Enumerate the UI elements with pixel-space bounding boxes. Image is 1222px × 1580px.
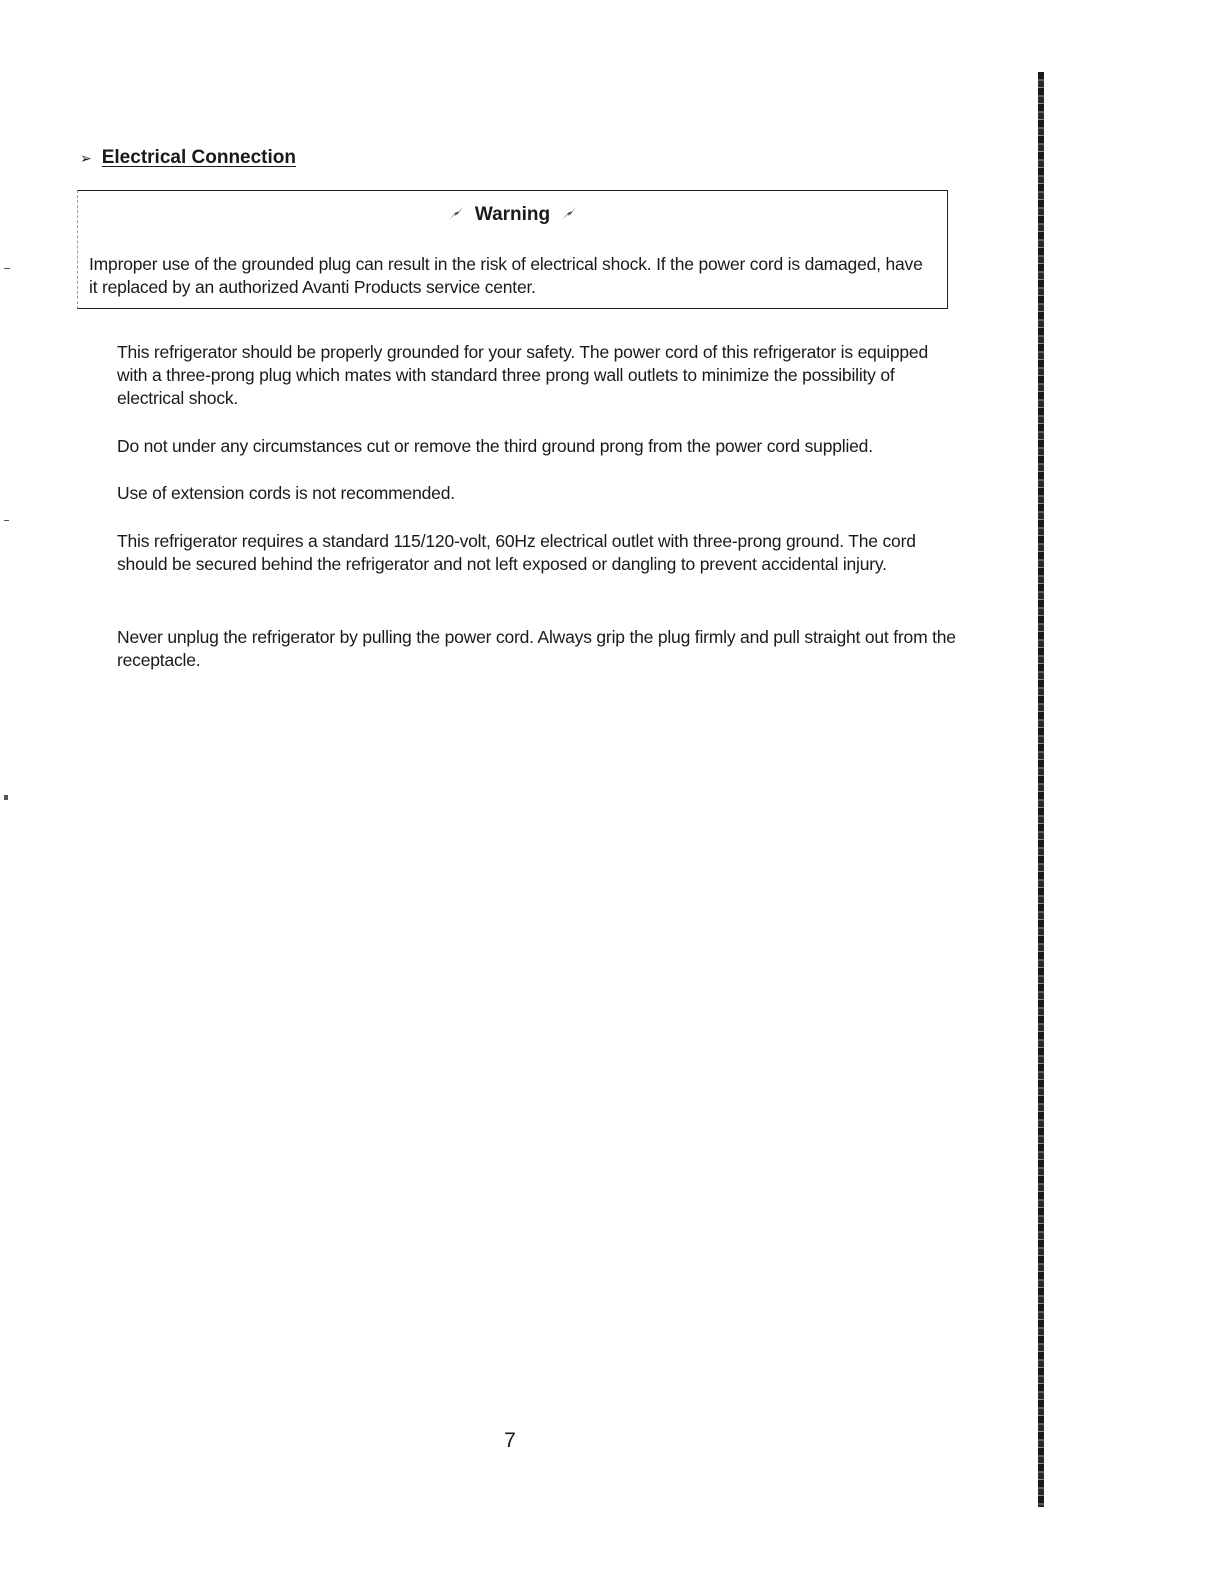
paragraph-unplugging: Never unplug the refrigerator by pulling the power cord. Always grip the plug firmly and pull straight out from the receptacle. bbox=[117, 627, 956, 670]
warning-text: Improper use of the grounded plug can result in the risk of electrical shock. If the power cord is damaged, have it replaced by an authorized Avanti Products service center. bbox=[89, 254, 923, 297]
paragraph-outlet-requirements: This refrigerator requires a standard 115/120-volt, 60Hz electrical outlet with three-prong ground. The cord should be secured behind the refrigerator and not left exposed or dangling to prevent accidental injury. bbox=[117, 531, 916, 574]
arrow-bullet-icon: ➢ bbox=[80, 150, 92, 166]
warning-title: Warning bbox=[474, 204, 551, 225]
scan-speck bbox=[4, 520, 9, 521]
warning-box bbox=[77, 190, 948, 309]
lightning-bolt-icon bbox=[446, 204, 466, 222]
paragraph-grounding: This refrigerator should be properly grounded for your safety. The power cord of this refrigerator is equipped with a three-prong plug which mates with standard three prong wall outlets to minimize the possibility of electrical shock. bbox=[117, 342, 928, 408]
paragraph-extension-cords: Use of extension cords is not recommended. bbox=[117, 483, 455, 503]
paragraph-ground-prong: Do not under any circumstances cut or remove the third ground prong from the power cord supplied. bbox=[117, 436, 873, 456]
section-title: Electrical Connection bbox=[101, 147, 297, 168]
lightning-bolt-icon bbox=[559, 204, 579, 222]
section-heading bbox=[80, 147, 296, 169]
scan-speck bbox=[4, 268, 10, 269]
scan-edge-line bbox=[1038, 72, 1044, 1507]
warning-heading bbox=[78, 204, 947, 226]
scan-speck bbox=[4, 795, 8, 800]
page-number: 7 bbox=[504, 1429, 516, 1452]
